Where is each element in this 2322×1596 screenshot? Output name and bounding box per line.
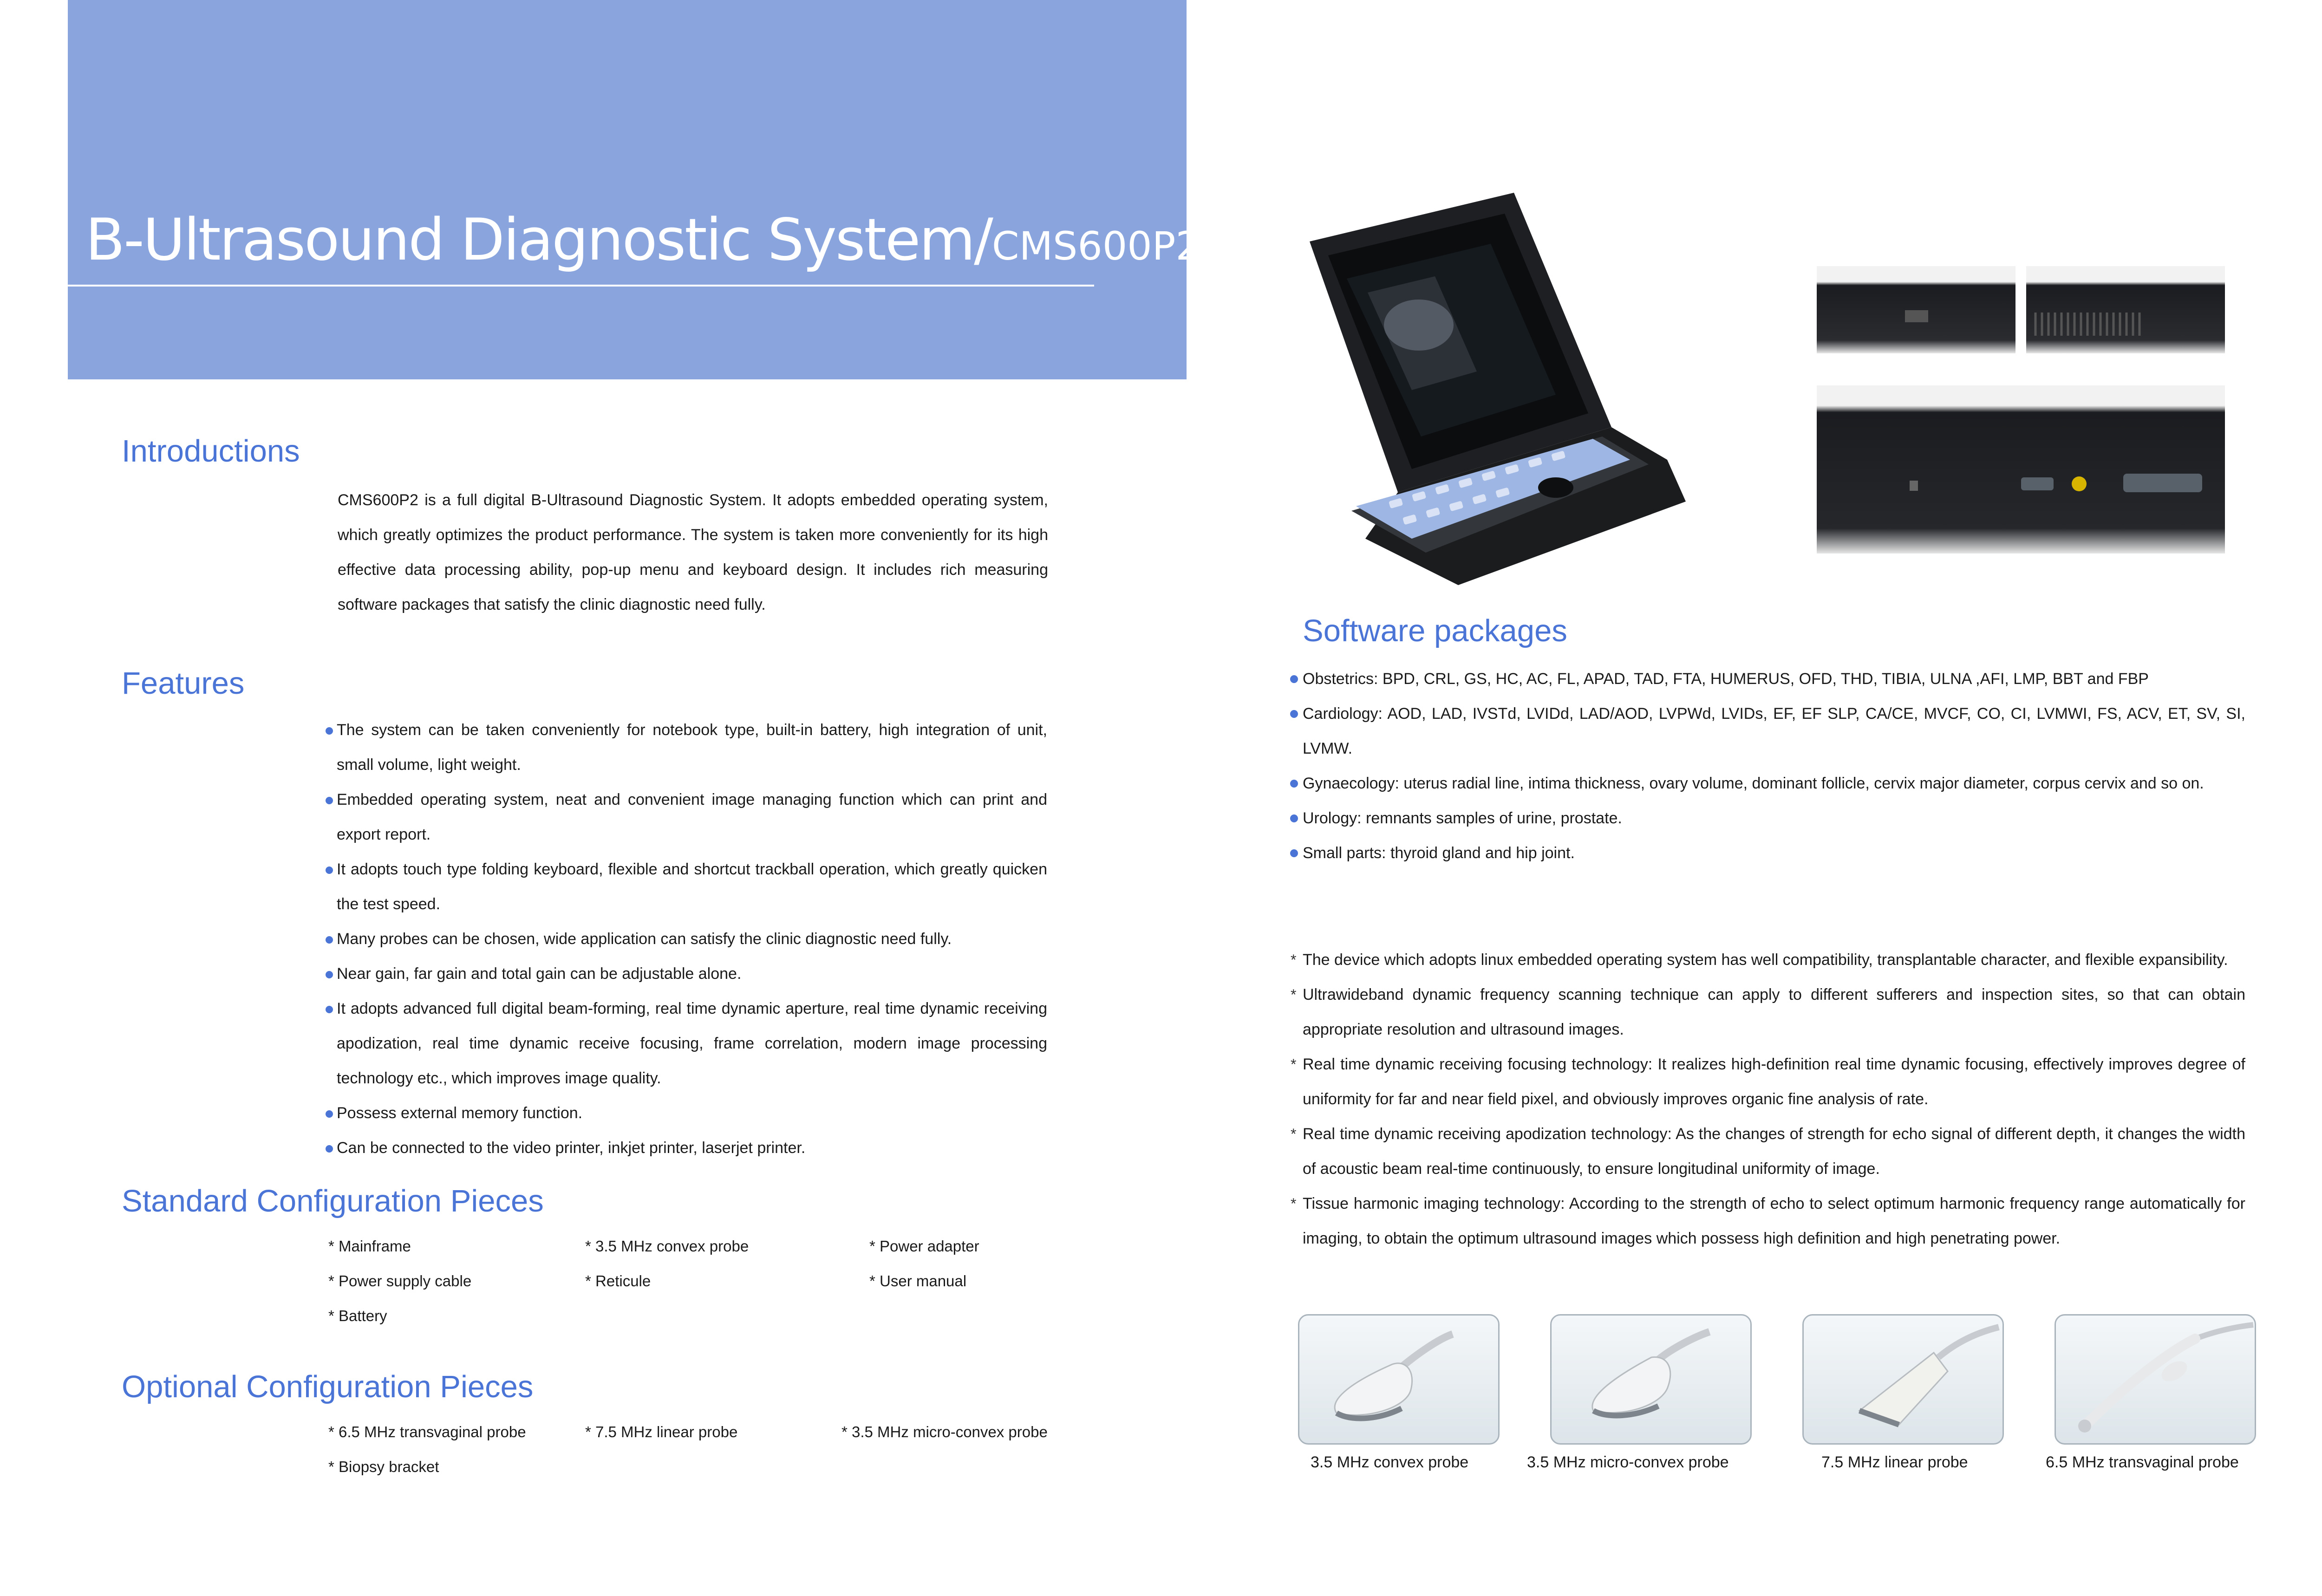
list-item: Urology: remnants samples of urine, prostate. — [1303, 801, 2245, 836]
side-port-photo-vents — [2026, 266, 2225, 353]
list-item: * Ultrawideband dynamic frequency scanning technique can apply to different sufferers and inspection sites, so that can obtain appropriate resolution and ultrasound images. — [1303, 977, 2245, 1047]
product-laptop-photo — [1296, 186, 1714, 594]
list-item: Small parts: thyroid gland and hip joint. — [1303, 836, 2245, 871]
list-item: Many probes can be chosen, wide application can satisfy the clinic diagnostic need fully. — [337, 922, 1047, 957]
config-item: * 3.5 MHz convex probe — [585, 1238, 749, 1255]
micro-convex-probe-icon — [1552, 1316, 1750, 1443]
standard-config-heading: Standard Configuration Pieces — [122, 1184, 544, 1218]
introductions-heading: Introductions — [122, 434, 300, 469]
asterisk-icon: * — [1291, 1126, 1297, 1142]
linear-probe-icon — [1804, 1316, 2002, 1443]
side-port-photo-usb — [1817, 266, 2015, 353]
config-item: * 7.5 MHz linear probe — [585, 1423, 738, 1440]
config-item: * Mainframe — [328, 1238, 411, 1255]
software-packages-heading: Software packages — [1303, 613, 1567, 648]
bullet-icon — [326, 1145, 333, 1153]
list-item: Embedded operating system, neat and convenient image managing function which can print and export report. — [337, 782, 1047, 852]
transvaginal-probe-icon — [2056, 1316, 2255, 1443]
list-item: Cardiology: AOD, LAD, IVSTd, LVIDd, LAD/AOD, LVPWd, LVIDs, EF, EF SLP, CA/CE, MVCF, CO, CI, LVMWI, FS, ACV, ET, SV, SI, LVMW. — [1303, 697, 2245, 766]
asterisk-icon: * — [1291, 986, 1297, 1003]
config-item: * 3.5 MHz micro-convex probe — [841, 1423, 1048, 1440]
bullet-icon — [326, 1006, 333, 1013]
probe-caption: 3.5 MHz convex probe — [1311, 1453, 1469, 1471]
asterisk-icon: * — [1291, 1195, 1297, 1212]
bullet-icon — [326, 1110, 333, 1118]
list-item: * Real time dynamic receiving focusing technology: It realizes high-definition real time dynamic focusing, effectively improves degree of uniformity for far and near field pixel, and obviously improves organic fine analysis of rate. — [1303, 1047, 2245, 1117]
config-item: * 6.5 MHz transvaginal probe — [328, 1423, 526, 1440]
laptop-icon — [1296, 186, 1714, 594]
rear-port-photo — [1817, 385, 2225, 554]
features-list — [337, 713, 1047, 1166]
list-item: Gynaecology: uterus radial line, intima thickness, ovary volume, dominant follicle, cervix major diameter, corpus cervix and so on. — [1303, 766, 2245, 801]
bullet-icon — [326, 727, 333, 735]
software-packages-list — [1303, 662, 2245, 871]
bullet-icon — [1290, 675, 1298, 683]
list-item: * The device which adopts linux embedded operating system has well compatibility, transplantable character, and flexible expansibility. — [1303, 943, 2245, 977]
page-title — [85, 207, 1200, 274]
header-band — [68, 0, 1187, 379]
bullet-icon — [326, 866, 333, 874]
features-heading: Features — [122, 666, 245, 701]
list-item: Obstetrics: BPD, CRL, GS, HC, AC, FL, APAD, TAD, FTA, HUMERUS, OFD, THD, TIBIA, ULNA ,AFI, LMP, BBT and FBP — [1303, 662, 2245, 697]
usb-port-icon — [1905, 310, 1928, 322]
title-underline — [68, 285, 1094, 287]
convex-probe-icon — [1299, 1316, 1498, 1443]
list-item: The system can be taken conveniently for notebook type, built-in battery, high integration of unit, small volume, light weight. — [337, 713, 1047, 782]
probe-card-linear — [1802, 1314, 2004, 1445]
asterisk-icon: * — [1291, 1056, 1297, 1073]
list-item: Can be connected to the video printer, inkjet printer, laserjet printer. — [337, 1131, 1047, 1166]
config-item: * Battery — [328, 1307, 387, 1324]
optional-config-heading: Optional Configuration Pieces — [122, 1369, 534, 1404]
title-text: B-Ultrasound Diagnostic System/ — [85, 207, 992, 274]
probe-caption: 7.5 MHz linear probe — [1821, 1453, 1968, 1471]
bullet-icon — [1290, 849, 1298, 857]
rear-ports-icon — [1817, 385, 2225, 554]
config-item: * User manual — [869, 1272, 967, 1290]
technology-list — [1291, 943, 2245, 1256]
list-item: It adopts touch type folding keyboard, flexible and shortcut trackball operation, which greatly quicken the test speed. — [337, 852, 1047, 922]
config-item: * Power adapter — [869, 1238, 979, 1255]
probe-card-transvaginal — [2055, 1314, 2256, 1445]
list-item: Near gain, far gain and total gain can be adjustable alone. — [337, 957, 1047, 991]
list-item: * Real time dynamic receiving apodization technology: As the changes of strength for echo signal of different depth, it changes the width of acoustic beam real-time continuously, to ensure longitudinal uniformity of image. — [1303, 1117, 2245, 1186]
config-item: * Power supply cable — [328, 1272, 472, 1290]
introductions-text: CMS600P2 is a full digital B-Ultrasound Diagnostic System. It adopts embedded operating system, which greatly optimizes the product performance. The system is taken more conveniently for its high effective data processing ability, pop-up menu and keyboard design. It includes rich measuring software packages that satisfy the clinic diagnostic need fully. — [338, 491, 1048, 613]
probe-card-micro-convex — [1550, 1314, 1752, 1445]
config-item: * Biopsy bracket — [328, 1458, 439, 1475]
probe-caption: 3.5 MHz micro-convex probe — [1527, 1453, 1729, 1471]
bullet-icon — [1290, 814, 1298, 822]
bullet-icon — [1290, 780, 1298, 788]
bullet-icon — [326, 797, 333, 804]
probe-card-convex — [1298, 1314, 1500, 1445]
probe-caption: 6.5 MHz transvaginal probe — [2046, 1453, 2239, 1471]
bullet-icon — [1290, 710, 1298, 718]
model-name: CMS600P2 — [991, 223, 1200, 269]
bullet-icon — [326, 971, 333, 978]
list-item: Possess external memory function. — [337, 1096, 1047, 1131]
config-item: * Reticule — [585, 1272, 651, 1290]
vent-grille-icon — [2026, 266, 2225, 353]
bullet-icon — [326, 936, 333, 944]
list-item: It adopts advanced full digital beam-forming, real time dynamic aperture, real time dynamic receiving apodization, real time dynamic receive focusing, frame correlation, modern image processing technology etc., which improves image quality. — [337, 991, 1047, 1096]
asterisk-icon: * — [1291, 951, 1297, 968]
list-item: * Tissue harmonic imaging technology: According to the strength of echo to select optimum harmonic frequency range automatically for imaging, to obtain the optimum ultrasound images which possess high definition and high penetrating power. — [1303, 1186, 2245, 1256]
